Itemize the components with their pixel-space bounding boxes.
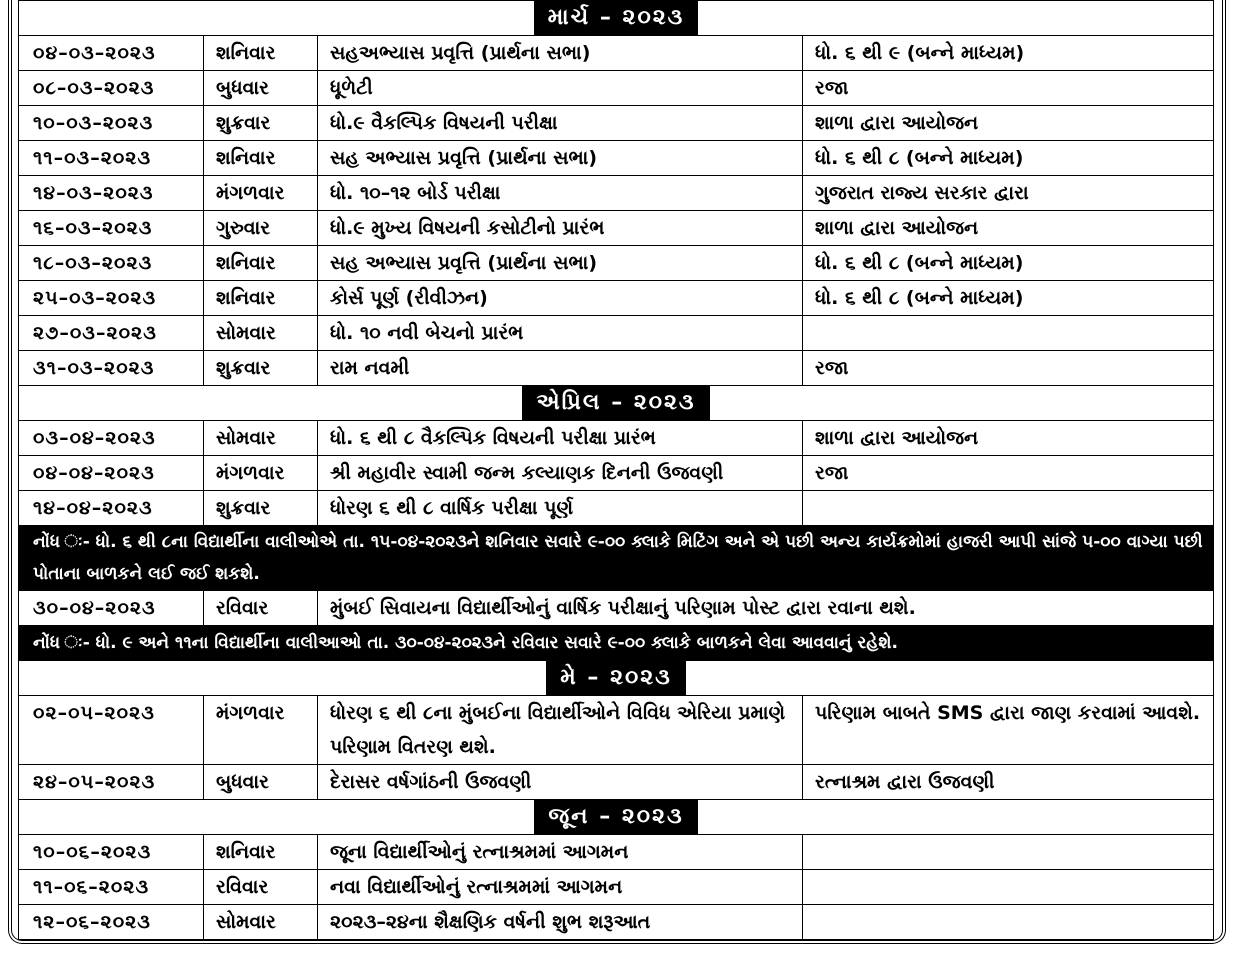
row-event: શ્રી મહાવીર સ્વામી જન્મ કલ્યાણક દિનની ઉજવણી [318,456,803,491]
row-event: સહ અભ્યાસ પ્રવૃત્તિ (પ્રાર્થના સભા) [318,246,803,281]
row-note: ગુજરાત રાજ્ય સરકાર દ્વારા [803,176,1214,211]
month-title: માર્ચ – ૨૦૨૩ [534,1,699,35]
row-date: ૧૮–૦૩–૨૦૨૩ [19,246,204,281]
table-row [19,71,1214,106]
row-note: શાળા દ્વારા આયોજન [803,106,1214,141]
row-date: ૨૭–૦૩–૨૦૨૩ [19,316,204,351]
row-date: ૦૮–૦૩–૨૦૨૩ [19,71,204,106]
table-row [19,421,1214,456]
row-event: ધો. ૧૦ નવી બેચનો પ્રારંભ [318,316,803,351]
table-row [19,106,1214,141]
notice-text: નોંધ ઃ- ધો. ૬ થી ૮ના વિદ્યાર્થીના વાલીઓએ તા. ૧૫-૦૪-૨૦૨૩ને શનિવાર સવારે ૯-૦૦ ક્લાકે મિટિંગ અને એ પછી અન્ય કાર્યક્રમોમાં હાજરી આપી સાંજે ૫-૦૦ વાગ્યા પછી પોતાના બાળકને લઈ જઈ શકશે. [19,526,1214,591]
table-row [19,36,1214,71]
row-event: ધૂળેટી [318,71,803,106]
table-row [19,765,1214,800]
table-row [19,176,1214,211]
month-header-june [19,800,1214,835]
row-day: શુક્રવાર [204,351,318,386]
row-date: ૧૨–૦૬–૨૦૨૩ [19,905,204,940]
row-day: રવિવાર [204,591,318,626]
table-row [19,870,1214,905]
month-cell [19,1,1214,36]
row-day: મંગળવાર [204,176,318,211]
notice-row [19,626,1214,661]
row-day: શનિવાર [204,835,318,870]
row-date: ૧૧–૦૩–૨૦૨૩ [19,141,204,176]
row-day: શનિવાર [204,36,318,71]
row-event: દેરાસર વર્ષગાંઠની ઉજવણી [318,765,803,800]
row-date: ૧૬–૦૩–૨૦૨૩ [19,211,204,246]
month-title: મે – ૨૦૨૩ [546,661,686,695]
month-header-may [19,661,1214,696]
month-title: જૂન – ૨૦૨૩ [534,800,697,834]
row-day: સોમવાર [204,905,318,940]
row-date: ૧૪–૦૪–૨૦૨૩ [19,491,204,526]
row-date: ૧૧–૦૬–૨૦૨૩ [19,870,204,905]
row-day: ગુરુવાર [204,211,318,246]
row-day: શુક્રવાર [204,106,318,141]
row-event: રામ નવમી [318,351,803,386]
row-event: સહ અભ્યાસ પ્રવૃત્તિ (પ્રાર્થના સભા) [318,141,803,176]
row-date: ૦૪–૦૪–૨૦૨૩ [19,456,204,491]
row-note [803,491,1214,526]
notice-text: નોંધ ઃ- ધો. ૯ અને ૧૧ના વિદ્યાર્થીના વાલીઆઓ તા. ૩૦-૦૪-૨૦૨૩ને રવિવાર સવારે ૯-૦૦ ક્લાકે બાળકને લેવા આવવાનું રહેશે. [19,626,1214,661]
table-row [19,456,1214,491]
row-event: ધો. ૧૦–૧૨ બોર્ડ પરીક્ષા [318,176,803,211]
month-title: એપ્રિલ – ૨૦૨૩ [522,386,709,420]
row-event: ધોરણ ૬ થી ૮ વાર્ષિક પરીક્ષા પૂર્ણ [318,491,803,526]
month-header-march [19,1,1214,36]
row-note: પરિણામ બાબતે SMS દ્વારા જાણ કરવામાં આવશે. [803,696,1214,765]
row-day: બુધવાર [204,765,318,800]
row-date: ૦૨–૦૫–૨૦૨૩ [19,696,204,765]
row-day: શુક્રવાર [204,491,318,526]
row-date: ૧૦–૦૩–૨૦૨૩ [19,106,204,141]
table-row [19,905,1214,940]
month-cell [19,800,1214,835]
month-header-april [19,386,1214,421]
table-row [19,141,1214,176]
table-row [19,491,1214,526]
row-date: ૧૦–૦૬–૨૦૨૩ [19,835,204,870]
table-row [19,211,1214,246]
row-event: નવા વિદ્યાર્થીઓનું રત્નાશ્રમમાં આગમન [318,870,803,905]
row-event: ધો. ૬ થી ૮ વૈકલ્પિક વિષયની પરીક્ષા પ્રારંભ [318,421,803,456]
row-event: ધો.૯ વૈકલ્પિક વિષયની પરીક્ષા [318,106,803,141]
row-date: ૦૩–૦૪–૨૦૨૩ [19,421,204,456]
row-event: જૂના વિદ્યાર્થીઓનું રત્નાશ્રમમાં આગમન [318,835,803,870]
row-day: મંગળવાર [204,696,318,765]
row-event: ધો.૯ મુખ્ય વિષયની કસોટીનો પ્રારંભ [318,211,803,246]
school-calendar-table [18,0,1214,940]
row-event: કોર્સ પૂર્ણ (રીવીઝન) [318,281,803,316]
row-event: ધોરણ ૬ થી ૮ના મુંબઈના વિદ્યાર્થીઓને વિવિધ એરિયા પ્રમાણે પરિણામ વિતરણ થશે. [318,696,803,765]
row-date: ૧૪–૦૩–૨૦૨૩ [19,176,204,211]
row-day: રવિવાર [204,870,318,905]
table-row [19,246,1214,281]
row-day: શનિવાર [204,281,318,316]
row-day: સોમવાર [204,316,318,351]
row-day: સોમવાર [204,421,318,456]
row-note [803,870,1214,905]
row-note: ધો. ૬ થી ૮ (બન્ને માધ્યમ) [803,246,1214,281]
row-day: બુધવાર [204,71,318,106]
row-note: રત્નાશ્રમ દ્વારા ઉજવણી [803,765,1214,800]
notice-row [19,526,1214,591]
table-row [19,316,1214,351]
row-event: સહઅભ્યાસ પ્રવૃત્તિ (પ્રાર્થના સભા) [318,36,803,71]
row-day: મંગળવાર [204,456,318,491]
row-note [803,835,1214,870]
row-note: શાળા દ્વારા આયોજન [803,211,1214,246]
row-note: રજા [803,456,1214,491]
row-note [803,316,1214,351]
row-date: ૨૪–૦૫–૨૦૨૩ [19,765,204,800]
row-note: ધો. ૬ થી ૮ (બન્ને માધ્યમ) [803,281,1214,316]
row-date: ૩૦–૦૪–૨૦૨૩ [19,591,204,626]
row-note: શાળા દ્વારા આયોજન [803,421,1214,456]
table-row [19,281,1214,316]
row-date: ૩૧–૦૩–૨૦૨૩ [19,351,204,386]
row-day: શનિવાર [204,246,318,281]
table-row [19,696,1214,765]
table-row [19,351,1214,386]
row-note: ધો. ૬ થી ૮ (બન્ને માધ્યમ) [803,141,1214,176]
row-date: ૦૪–૦૩–૨૦૨૩ [19,36,204,71]
table-row [19,591,1214,626]
row-event: ૨૦૨૩–૨૪ના શૈક્ષણિક વર્ષની શુભ શરૂઆત [318,905,803,940]
row-note: રજા [803,71,1214,106]
row-event: મુંબઈ સિવાયના વિદ્યાર્થીઓનું વાર્ષિક પરીક્ષાનું પરિણામ પોસ્ટ દ્વારા રવાના થશે. [318,591,1214,626]
row-date: ૨૫–૦૩–૨૦૨૩ [19,281,204,316]
row-note: રજા [803,351,1214,386]
row-note: ધો. ૬ થી ૯ (બન્ને માધ્યમ) [803,36,1214,71]
month-cell [19,386,1214,421]
row-note [803,905,1214,940]
table-row [19,835,1214,870]
row-day: શનિવાર [204,141,318,176]
month-cell [19,661,1214,696]
